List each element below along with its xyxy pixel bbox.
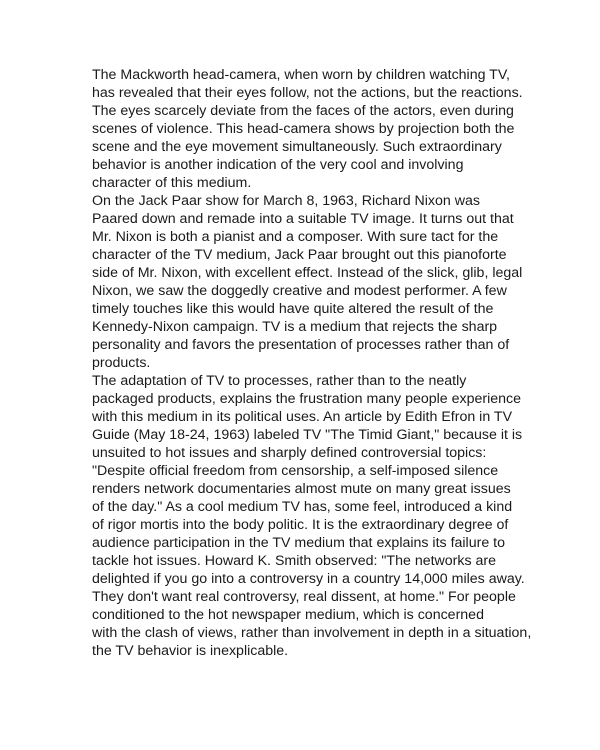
- text-line: the TV behavior is inexplicable.: [92, 643, 289, 659]
- text-line: On the Jack Paar show for March 8, 1963, Richard Nixon was: [92, 193, 480, 209]
- text-line: Kennedy-Nixon campaign. TV is a medium that rejects the sharp: [92, 319, 498, 335]
- text-line: Nixon, we saw the doggedly creative and modest performer. A few: [92, 283, 507, 299]
- text-line: scenes of violence. This head-camera shows by projection both the: [92, 121, 515, 137]
- text-line: with this medium in its political uses. An article by Edith Efron in TV: [92, 409, 513, 425]
- text-line: tackle hot issues. Howard K. Smith observed: "The networks are: [92, 553, 497, 569]
- text-line: personality and favors the presentation of processes rather than of: [92, 337, 510, 353]
- text-line: Guide (May 18-24, 1963) labeled TV "The Timid Giant," because it is: [92, 427, 523, 443]
- text-line: They don't want real controversy, real dissent, at home." For people: [92, 589, 516, 605]
- text-line: side of Mr. Nixon, with excellent effect. Instead of the slick, glib, legal: [92, 265, 523, 281]
- text-line: The adaptation of TV to processes, rather than to the neatly: [92, 373, 467, 389]
- text-line: with the clash of views, rather than involvement in depth in a situation,: [92, 625, 532, 641]
- text-line: has revealed that their eyes follow, not the actions, but the reactions.: [92, 85, 523, 101]
- text-line: packaged products, explains the frustration many people experience: [92, 391, 522, 407]
- text-line: delighted if you go into a controversy in a country 14,000 miles away.: [92, 571, 525, 587]
- text-line: behavior is another indication of the very cool and involving: [92, 157, 464, 173]
- text-line: renders network documentaries almost mute on many great issues: [92, 481, 511, 497]
- text-line: of rigor mortis into the body politic. It is the extraordinary degree of: [92, 517, 509, 533]
- text-line: scene and the eye movement simultaneously. Such extraordinary: [92, 139, 502, 155]
- text-line: unsuited to hot issues and sharply defined controversial topics:: [92, 445, 487, 461]
- text-line: character of the TV medium, Jack Paar brought out this pianoforte: [92, 247, 507, 263]
- text-line: Paared down and remade into a suitable TV image. It turns out that: [92, 211, 514, 227]
- text-line: timely touches like this would have quite altered the result of the: [92, 301, 494, 317]
- text-line: The eyes scarcely deviate from the faces of the actors, even during: [92, 103, 514, 119]
- body-text: [92, 66, 532, 660]
- text-line: of the day." As a cool medium TV has, some feel, introduced a kind: [92, 499, 513, 515]
- text-line: products.: [92, 355, 151, 371]
- text-line: "Despite official freedom from censorship, a self-imposed silence: [92, 463, 499, 479]
- text-line: The Mackworth head-camera, when worn by children watching TV,: [92, 67, 510, 83]
- text-line: conditioned to the hot newspaper medium, which is concerned: [92, 607, 484, 623]
- text-line: audience participation in the TV medium that explains its failure to: [92, 535, 505, 551]
- text-line: character of this medium.: [92, 175, 252, 191]
- text-line: Mr. Nixon is both a pianist and a composer. With sure tact for the: [92, 229, 499, 245]
